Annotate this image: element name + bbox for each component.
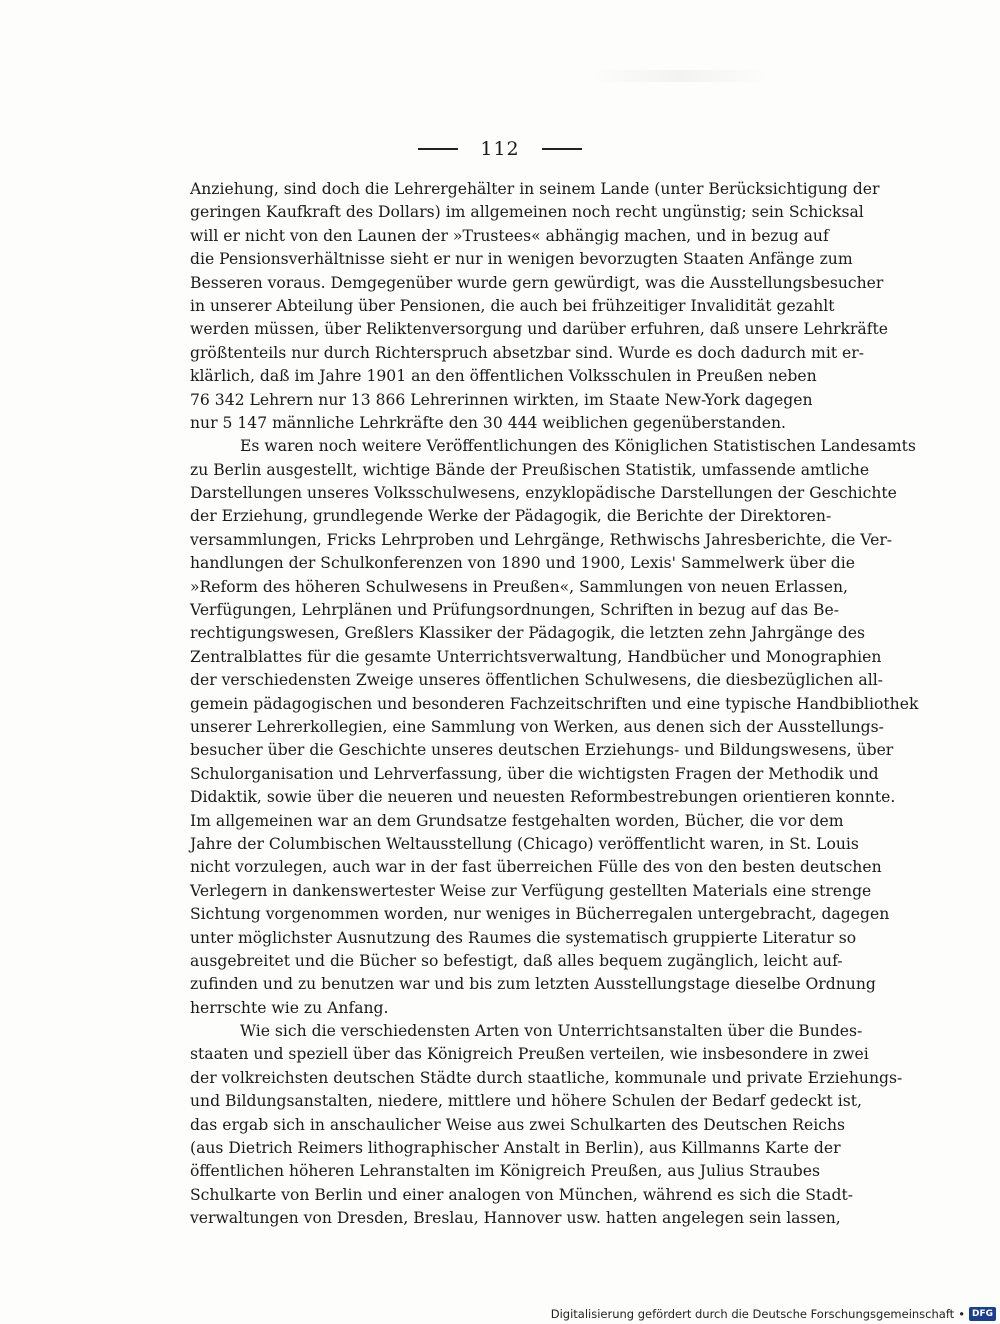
text-line: nicht vorzulegen, auch war in der fast überreichen Fülle des von den besten deutschen: [190, 858, 882, 877]
text-line: Im allgemeinen war an dem Grundsatze festgehalten worden, Bücher, die vor dem: [190, 811, 844, 830]
text-line: staaten und speziell über das Königreich Preußen verteilen, wie insbesondere in zwei: [190, 1045, 869, 1064]
scan-smudge: [590, 70, 770, 82]
footer-bullet: •: [958, 1307, 965, 1321]
text-line: öffentlichen höheren Lehranstalten im Königreich Preußen, aus Julius Straubes: [190, 1162, 820, 1181]
text-line: Darstellungen unseres Volksschulwesens, enzyklopädische Darstellungen der Geschichte: [190, 484, 897, 503]
text-line: geringen Kaufkraft des Dollars) im allgemeinen noch recht ungünstig; sein Schicksal: [190, 203, 864, 222]
text-line: Verfügungen, Lehrplänen und Prüfungsordnungen, Schriften in bezug auf das Be-: [190, 601, 839, 620]
dfg-logo: DFG: [969, 1307, 996, 1321]
text-line: gemein pädagogischen und besonderen Fachzeitschriften und eine typische Handbibliothek: [190, 694, 919, 713]
header-rule-right: [542, 148, 582, 150]
footer-credit: [551, 1307, 996, 1321]
text-line: (aus Dietrich Reimers lithographischer Anstalt in Berlin), aus Killmanns Karte der: [190, 1139, 841, 1158]
text-line: ausgebreitet und die Bücher so befestigt, daß alles bequem zugänglich, leicht auf-: [190, 951, 843, 970]
text-line: in unserer Abteilung über Pensionen, die auch bei frühzeitiger Invalidität gezahlt: [190, 296, 835, 315]
text-line: Verlegern in dankenswertester Weise zur Verfügung gestellten Materials eine strenge: [190, 881, 872, 900]
text-line: Anziehung, sind doch die Lehrergehälter in seinem Lande (unter Berücksichtigung der: [190, 180, 880, 198]
text-line: der Erziehung, grundlegende Werke der Pädagogik, die Berichte der Direktoren-: [190, 507, 832, 526]
text-line: zufinden und zu benutzen war und bis zum letzten Ausstellungstage dieselbe Ordnung: [190, 975, 876, 994]
text-line: zu Berlin ausgestellt, wichtige Bände der Preußischen Statistik, umfassende amtliche: [190, 460, 870, 479]
text-line: unter möglichster Ausnutzung des Raumes die systematisch gruppierte Literatur so: [190, 928, 857, 947]
text-line: Schulorganisation und Lehrverfassung, über die wichtigsten Fragen der Methodik und: [190, 764, 879, 783]
text-line: Jahre der Columbischen Weltausstellung (Chicago) veröffentlicht waren, in St. Louis: [190, 834, 859, 853]
text-line: werden müssen, über Reliktenversorgung und darüber erfuhren, daß unsere Lehrkräfte: [190, 320, 888, 339]
text-line: Schulkarte von Berlin und einer analogen von München, während es sich die Stadt-: [190, 1185, 853, 1204]
text-line: herrschte wie zu Anfang.: [190, 998, 389, 1017]
text-line: nur 5 147 männliche Lehrkräfte den 30 444 weiblichen gegenüberstanden.: [190, 413, 786, 432]
footer-text: Digitalisierung gefördert durch die Deutsche Forschungsgemeinschaft: [550, 1307, 955, 1321]
text-line: verwaltungen von Dresden, Breslau, Hannover usw. hatten angelegen sein lassen,: [190, 1209, 841, 1228]
text-line: das ergab sich in anschaulicher Weise aus zwei Schulkarten des Deutschen Reichs: [190, 1115, 846, 1134]
text-line: Es waren noch weitere Veröffentlichungen des Königlichen Statistischen Landesamts: [240, 437, 916, 456]
text-line: handlungen der Schulkonferenzen von 1890 und 1900, Lexis' Sammelwerk über die: [190, 554, 855, 573]
text-line: und Bildungsanstalten, niedere, mittlere und höhere Schulen der Bedarf gedeckt ist,: [190, 1092, 862, 1111]
text-line: Sichtung vorgenommen worden, nur weniges in Bücherregalen untergebracht, dagegen: [190, 905, 890, 924]
text-line: Besseren voraus. Demgegenüber wurde gern gewürdigt, was die Ausstellungsbesucher: [190, 273, 884, 292]
text-line: versammlungen, Fricks Lehrproben und Lehrgänge, Rethwischs Jahresberichte, die Ver-: [190, 530, 893, 549]
text-line: 76 342 Lehrern nur 13 866 Lehrerinnen wirkten, im Staate New-York dagegen: [190, 390, 813, 409]
text-line: klärlich, daß im Jahre 1901 an den öffentlichen Volksschulen in Preußen neben: [190, 367, 817, 386]
text-line: unserer Lehrerkollegien, eine Sammlung von Werken, aus denen sich der Ausstellungs-: [190, 717, 884, 736]
text-line: Didaktik, sowie über die neueren und neuesten Reformbestrebungen orientieren konnte.: [190, 788, 896, 807]
paragraph: [190, 435, 919, 1020]
text-line: der verschiedensten Zweige unseres öffentlichen Schulwesens, die diesbezüglichen all-: [190, 671, 883, 690]
text-line: besucher über die Geschichte unseres deutschen Erziehungs- und Bildungswesens, über: [190, 741, 894, 760]
page-header: [0, 138, 1000, 160]
header-rule-left: [418, 148, 458, 150]
text-line: größtenteils nur durch Richterspruch absetzbar sind. Wurde es doch dadurch mit er-: [190, 343, 864, 362]
body-text: [190, 178, 919, 1231]
paragraph: [190, 178, 888, 435]
paragraph: [190, 1020, 903, 1231]
text-line: Wie sich die verschiedensten Arten von Unterrichtsanstalten über die Bundes-: [240, 1022, 863, 1041]
page-number: 112: [480, 138, 520, 160]
text-line: »Reform des höheren Schulwesens in Preußen«, Sammlungen von neuen Erlassen,: [190, 577, 848, 596]
text-line: der volkreichsten deutschen Städte durch staatliche, kommunale und private Erziehungs-: [190, 1068, 903, 1087]
text-line: Zentralblattes für die gesamte Unterrichtsverwaltung, Handbücher und Monographien: [190, 647, 882, 666]
text-line: will er nicht von den Launen der »Trustees« abhängig machen, und in bezug auf: [190, 226, 829, 245]
text-line: die Pensionsverhältnisse sieht er nur in wenigen bevorzugten Staaten Anfänge zum: [190, 250, 853, 269]
text-line: rechtigungswesen, Greßlers Klassiker der Pädagogik, die letzten zehn Jahrgänge des: [190, 624, 866, 643]
